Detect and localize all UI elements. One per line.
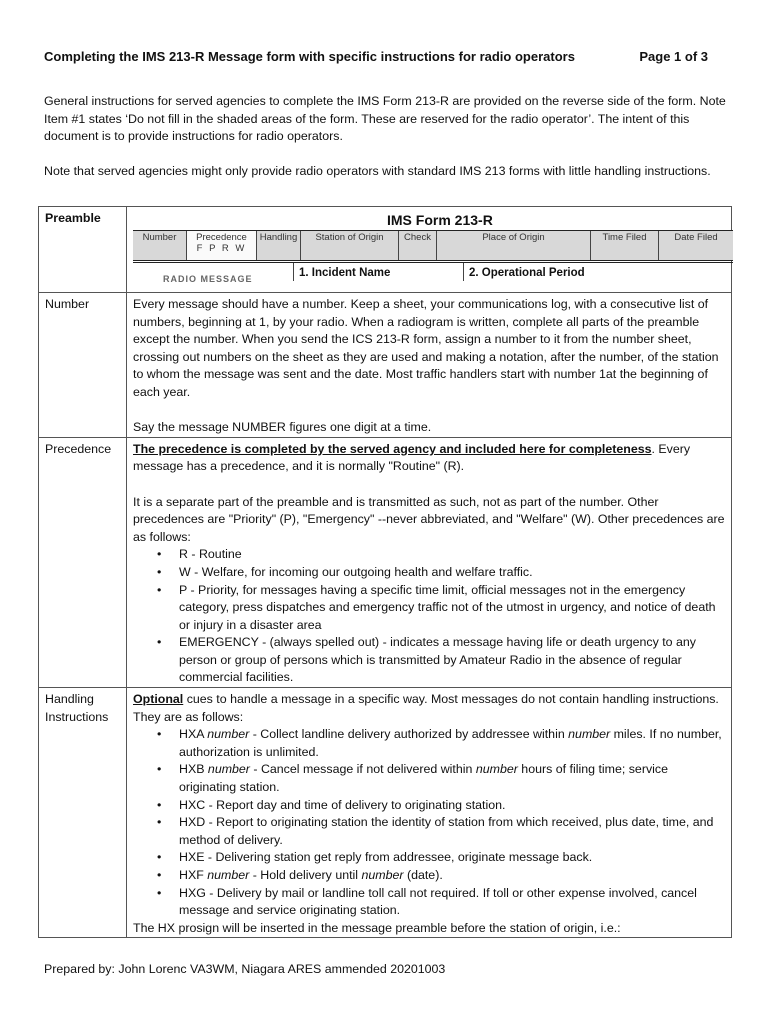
- row-content: [127, 437, 732, 687]
- form-title: IMS Form 213-R: [387, 212, 493, 228]
- document-title: Completing the IMS 213-R Message form with specific instructions for radio operators: [44, 49, 575, 64]
- form-col-time: Time Filed: [591, 231, 659, 260]
- row-label: Preamble: [39, 207, 127, 293]
- list-item: • HXD - Report to originating station the identity of station from which received, plus date, time, and method of delivery.: [133, 814, 727, 849]
- list-item: • P - Priority, for messages having a specific time limit, official messages not in the emergency category, press dispatches and emergency traffic not of the utmost in urgency, and notice of death or injury in a disaster area: [133, 582, 727, 635]
- list-item: • HXA number - Collect landline delivery authorized by addressee within number miles. If no number, authorization is unlimited.: [133, 726, 727, 761]
- handling-tail: The HX prosign will be inserted in the message preamble before the station of origin, i.e.:: [133, 920, 621, 935]
- number-paragraph-1: Every message should have a number. Keep a sheet, your communications log, with a consecutive list of numbers, beginning at 1, by your radio. When a radiogram is written, complete all parts of the preamble except the number. When you send the ICS 213-R form, assign a number to it from the number sheet, crossing out numbers on the sheet as they are used and making a notation, after the number, of the station to whom the message was sent and the date. Most traffic handlers start with number 1at the beginning of each year.: [133, 297, 719, 399]
- precedence-paragraph-1: The precedence is completed by the served agency and included here for completeness. Every message has a precedence, and it is normally "Routine" (R).: [133, 441, 691, 474]
- list-item: • HXB number - Cancel message if not delivered within number hours of filing time; service originating station.: [133, 761, 727, 796]
- list-item: • W - Welfare, for incoming our outgoing health and welfare traffic.: [133, 564, 727, 582]
- form-preview: [127, 207, 732, 293]
- form-incident-row: [133, 262, 733, 284]
- footer-prepared-by: Prepared by: John Lorenc VA3WM, Niagara ARES ammended 20201003: [44, 962, 446, 976]
- row-label: Number: [39, 293, 127, 438]
- row-content: [127, 293, 732, 438]
- number-paragraph-2: Say the message NUMBER figures one digit at a time.: [133, 420, 432, 435]
- form-col-handling: Handling: [257, 231, 301, 260]
- radio-message-label: RADIO MESSAGE: [163, 274, 253, 284]
- operational-period-field: 2. Operational Period: [469, 267, 585, 279]
- table-row-preamble: [39, 207, 732, 293]
- list-item: • HXG - Delivery by mail or landline toll call not required. If toll or other expense involved, cancel message and service originating station.: [133, 885, 727, 920]
- handling-list: [133, 726, 727, 920]
- instructions-table: [38, 206, 732, 938]
- row-label: Handling Instructions: [39, 688, 127, 938]
- form-col-check: Check: [399, 231, 437, 260]
- table-row-handling: [39, 688, 732, 938]
- page-header: [44, 48, 708, 66]
- form-col-station: Station of Origin: [301, 231, 399, 260]
- form-col-date: Date Filed: [659, 231, 733, 260]
- page-number: Page 1 of 3: [639, 49, 708, 64]
- list-item: • HXF number - Hold delivery until number (date).: [133, 867, 727, 885]
- incident-name-field: 1. Incident Name: [299, 267, 391, 279]
- form-col-number: Number: [133, 231, 187, 260]
- table-row-number: [39, 293, 732, 438]
- list-item: • R - Routine: [133, 546, 727, 564]
- form-strip-image: [131, 210, 727, 284]
- form-preamble-grid: [133, 230, 733, 261]
- precedence-list: [133, 546, 727, 687]
- form-col-place: Place of Origin: [437, 231, 591, 260]
- table-row-precedence: [39, 437, 732, 687]
- list-item: • HXC - Report day and time of delivery to originating station.: [133, 797, 727, 815]
- precedence-paragraph-2: It is a separate part of the preamble and is transmitted as such, not as part of the number. Other precedences are "Priority" (P), "Emergency" --never abbreviated, and "Welfare" (W). Other precedences are as follows:: [133, 494, 725, 544]
- list-item: • EMERGENCY - (always spelled out) - indicates a message having life or death urgency to any person or group of persons which is transmitted by Amateur Radio in the absence of regular commercial facilities.: [133, 634, 727, 687]
- list-item: • HXE - Delivering station get reply from addressee, originate message back.: [133, 849, 727, 867]
- intro-paragraph-2: Note that served agencies might only provide radio operators with standard IMS 213 forms with little handling instructions.: [44, 163, 711, 178]
- row-content: [127, 688, 732, 938]
- handling-paragraph-1: Optional cues to handle a message in a specific way. Most messages do not contain handling instructions. They are as follows:: [133, 692, 719, 724]
- form-col-precedence: Precedence F P R W: [187, 231, 257, 260]
- intro-section: [44, 93, 728, 197]
- row-label: Precedence: [39, 437, 127, 687]
- intro-paragraph-1: General instructions for served agencies to complete the IMS Form 213-R are provided on the reverse side of the form. Note Item #1 states ‘Do not fill in the shaded areas of the form. These are reserved for the radio operator’. The intent of this document is to provide instructions for radio operators.: [44, 94, 726, 144]
